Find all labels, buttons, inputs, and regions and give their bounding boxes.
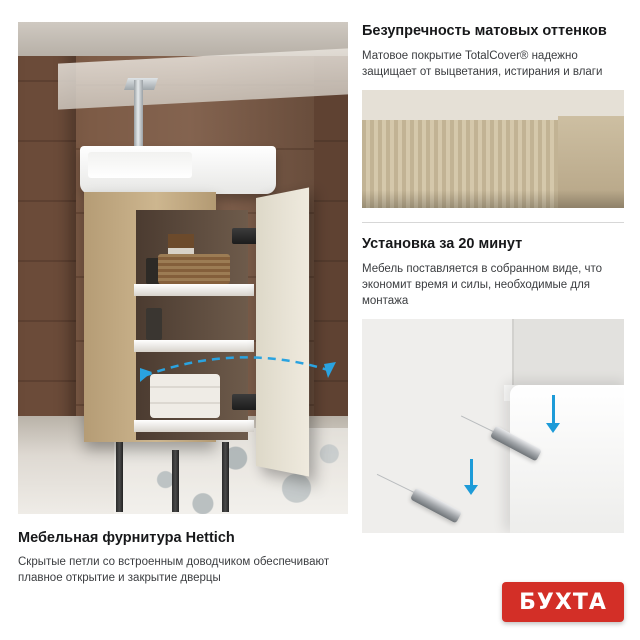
- matte-finish-closeup-photo: [362, 90, 624, 208]
- install-panel-title: Установка за 20 минут: [362, 236, 523, 252]
- cabinet-shelf: [134, 420, 254, 432]
- cabinet-leg: [116, 442, 123, 512]
- install-panel-text: Мебель поставляется в собранном виде, что экономит время и силы, необходимые для монтажа: [362, 263, 603, 307]
- cabinet-leg: [172, 450, 179, 512]
- brand-logo-text: БУХТА: [519, 589, 607, 615]
- matte-panel-text: Матовое покрытие TotalCover® надежно защищает от выцветания, истирания и влаги: [362, 50, 603, 78]
- wall-mount-anchors-installation-photo: [362, 319, 624, 533]
- matte-shadow: [362, 190, 624, 208]
- install-arrow-head-icon: [464, 485, 478, 495]
- left-caption-text: Скрытые петли со встроенным доводчиком обеспечивают плавное открытие и закрытие дверцы: [18, 556, 330, 584]
- corner-vanity-cabinet-open-door-photo: [18, 22, 348, 514]
- basin: [510, 385, 624, 533]
- hinge-icon: [232, 228, 258, 244]
- left-caption: [18, 530, 338, 586]
- brand-logo-badge: [502, 582, 624, 622]
- wicker-basket: [158, 254, 230, 284]
- install-arrow-head-icon: [546, 423, 560, 433]
- cabinet-legs: [110, 440, 240, 512]
- cabinet-leg: [222, 442, 229, 512]
- left-panel: [18, 22, 348, 622]
- matte-panel-title: Безупречность матовых оттенков: [362, 23, 607, 39]
- hinge-icon: [232, 394, 258, 410]
- bottle: [146, 308, 162, 340]
- section-divider: [362, 222, 624, 223]
- door-swing-arrow-icon: [140, 348, 336, 388]
- washbasin-bowl: [88, 152, 192, 178]
- install-arrow-icon: [470, 459, 473, 487]
- cabinet-shelf: [134, 284, 254, 296]
- right-panel: [362, 22, 624, 533]
- cabinet-door: [256, 187, 309, 476]
- install-arrow-icon: [552, 395, 555, 425]
- left-caption-title: Мебельная фурнитура Hettich: [18, 530, 235, 546]
